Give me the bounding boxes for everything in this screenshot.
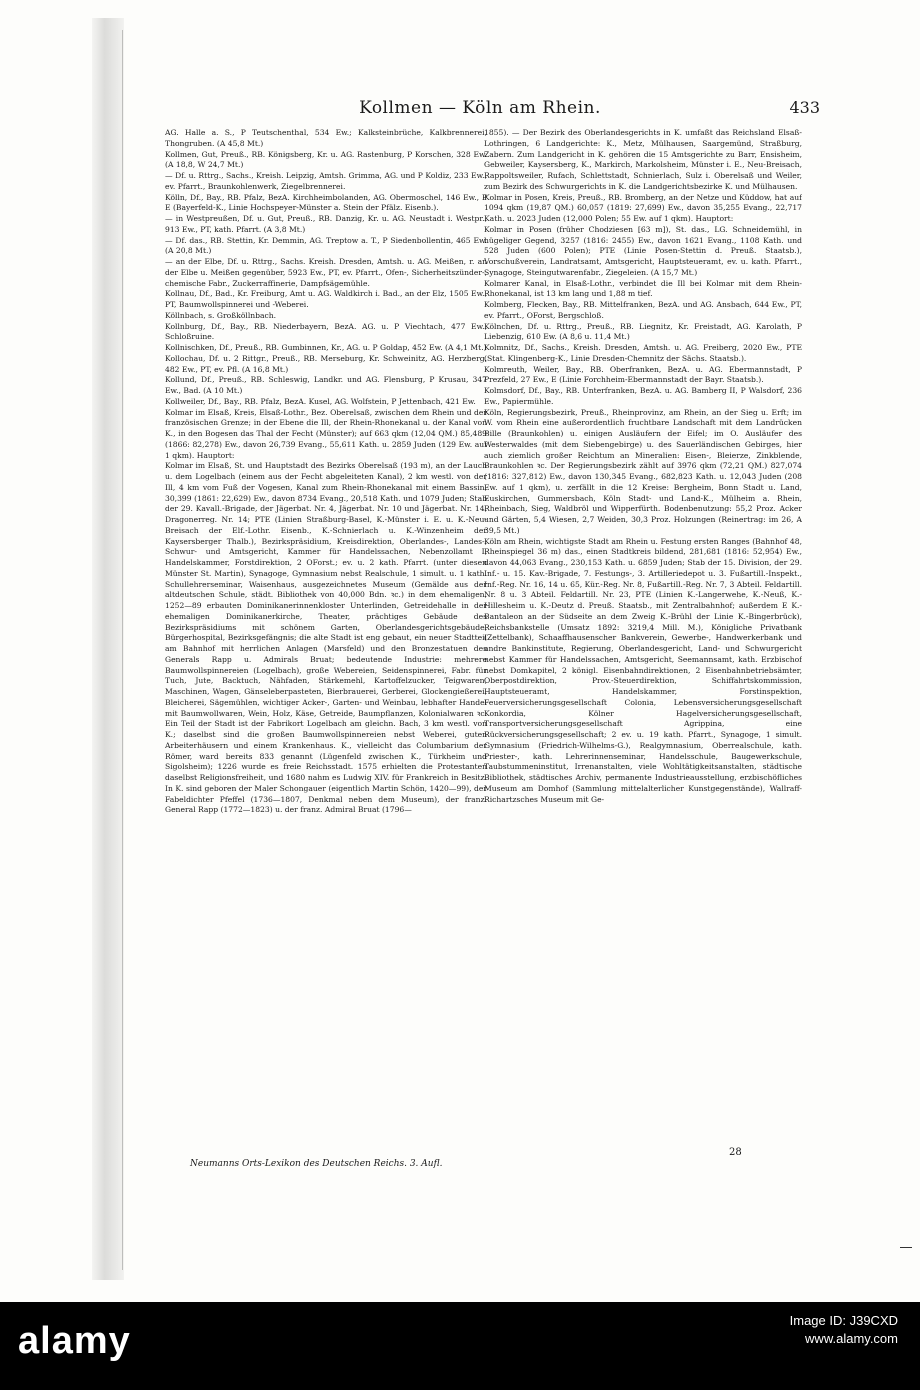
entry: Kolmarer Kanal, in Elsaß-Lothr., verbindet die Ill bei Kolmar mit dem Rhein-Rhonekanal, ist 13 km lang und 1,88 m tief. <box>484 278 802 299</box>
entry: Kolmreuth, Weiler, Bay., RB. Oberfranken, BezA. u. AG. Ebermannstadt, P Prezfeld, 27 Ew., E (Linie Forchheim-Ebermannstadt der Bayr. Staatsb.). <box>484 364 802 385</box>
watermark-bar <box>0 1302 920 1390</box>
entry: Kölln, Df., Bay., RB. Pfalz, BezA. Kirchheimbolanden, AG. Obermoschel, 146 Ew., P E (Bayerfeld-K., Linie Hochspeyer-Münster a. Stein der Pfälz. Eisenb.). <box>165 192 487 213</box>
running-header <box>150 98 820 124</box>
book-spine-shadow <box>92 18 124 1280</box>
watermark-site: www.alamy.com <box>805 1331 898 1346</box>
entry: Köllnbach, s. Großköllnbach. <box>165 310 277 320</box>
header-title: Kollmen — Köln am Rhein. <box>359 98 601 118</box>
entry: Kölnchen, Df. u. Rttrg., Preuß., RB. Liegnitz, Kr. Freistadt, AG. Karolath, P Liebenzig, 610 Ew. (A 8,6 u. 11,4 Mt.) <box>484 321 802 342</box>
entry: — an der Elbe, Df. u. Rttrg., Sachs. Kreish. Dresden, Amtsh. u. AG. Meißen, r. an der Elbe u. Meißen gegenüber, 5923 Ew., PT, ev. Pfarrt., Ofen-, Sicherheitszünder-, chemische Fabr., Zuckerraffinerie, Dampfsägemühle. <box>165 257 487 288</box>
entry: Kolmar in Posen (früher Chodziesen [63 m]), St. das., LG. Schneidemühl, in hügeliger Gegend, 3257 (1816: 2455) Ew., davon 1621 Evang., 1108 Kath. und 528 Juden (600 Polen); PTE (Linie Posen-Stettin d. Preuß. Staatsb.), Vorschußverein, Landratsamt, Amtsgericht, Hauptsteueramt, ev. u. kath. Pfarrt., Synagoge, Steingutwarenfabr., Ziegeleien. (A 15,7 Mt.) <box>484 224 802 277</box>
watermark-image-id: Image ID: J39CXD <box>789 1313 898 1328</box>
watermark-logo: alamy <box>18 1320 131 1362</box>
right-column <box>484 128 802 1146</box>
page-footer: Neumanns Orts-Lexikon des Deutschen Reichs. 3. Aufl. <box>190 1159 443 1169</box>
entry: Kollnburg, Df., Bay., RB. Niederbayern, BezA. AG. u. P Viechtach, 477 Ew., Schloßruine. <box>165 321 487 342</box>
entry: Kolmar im Elsaß, Kreis, Elsaß-Lothr., Bez. Oberelsaß, zwischen dem Rhein und der französischen Grenze; in der Ebene die Ill, der Rhein-Rhonekanal u. der Kanal von K., in den Bogesen das Thal der Fecht (Münster); auf 663 qkm (12,04 QM.) 85,489 (1866: 82,278) Ew., davon 26,739 Evang., 55,611 Kath. u. 2859 Juden (129 Ew. auf 1 qkm). Hauptort: <box>165 407 487 460</box>
entry: — Df. u. Rttrg., Sachs., Kreish. Leipzig, Amtsh. Grimma, AG. und P Koldiz, 233 Ew., ev. Pfarrt., Braunkohlenwerk, Ziegelbrennerei. <box>165 171 487 191</box>
entry: Köln, Regierungsbezirk, Preuß., Rheinprovinz, am Rhein, an der Sieg u. Erft; im W. vom Rhein eine außerordentlich fruchtbare Landschaft mit dem Landrücken Bille (Braunkohlen) u. einigen Ausläufern der Eifel; im O. Ausläufer des Westerwaldes (mit dem Siebengebirge) u. des Sauerländischen Gebirges, hier auch ziemlich großer Reichtum an Mineralien: Eisen-, Bleierze, Zinkblende, Braunkohlen ꝛc. Der Regierungsbezirk zählt auf 3976 qkm (72,21 QM.) 827,074 (1816: 327,812) Ew., davon 130,345 Evang., 682,823 Kath. u. 12,043 Juden (208 Ew. auf 1 qkm), u. zerfällt in die 12 Kreise: Bergheim, Bonn Stadt u. Land, Euskirchen, Gummersbach, Köln Stadt- und Land-K., Mülheim a. Rhein, Rheinbach, Sieg, Waldbröl und Wipperfürth. Bodenbenutzung: 55,2 Proz. Acker und Gärten, 5,4 Wiesen, 2,7 Weiden, 30,3 Proz. Holzungen (Reinertrag: im 26, A 39,5 Mt.) <box>484 407 802 535</box>
entry: Kolmar im Elsaß, St. und Hauptstadt des Bezirks Oberelsaß (193 m), an der Lauch u. dem Logelbach (einem aus der Fecht abgeleiteten Kanal), 2 km westl. von der Ill, 4 km vom Fuß der Vogesen, Kanal zum Rhein-Rhonekanal mit einem Bassin, 30,399 (1861: 22,629) Ew., davon 8734 Evang., 20,518 Kath. und 1079 Juden; Stab der 29. Kavall.-Brigade, der Jägerbat. Nr. 4, Jägerbat. Nr. 10 und Jägerbat. Nr. 14, Dragonerreg. Nr. 14; PTE (Linien Straßburg-Basel, K.-Münster i. E. u. K.-Neu-Breisach der Elf.-Lothr. Eisenb., K.-Schnierlach u. K.-Winzenheim der Kaysersberger Thalb.), Bezirkspräsidium, Kreisdirektion, Oberlandes-, Landes-, Schwur- und Amtsgericht, Kammer für Handelssachen, Nebenzollamt I, Handelskammer, Forstdirektion, 2 OForst.; ev. u. 2 kath. Pfarrt. (unter diesen Münster St. Martin), Synagoge, Gymnasium nebst Realschule, 1 simult. u. 1 kath. Schullehrerseminar, Waisenhaus, ausgezeichnetes Museum (Gemälde aus der altdeutschen Schule, städt. Bibliothek von 40,000 Bdn. ꝛc.) in dem ehemaligen, 1252—89 erbauten Dominikanerinnenkloster Unterlinden, Getreidehalle in der ehemaligen Dominikanerkirche, Theater, prächtiges Gebäude des Bezirkspräsidiums mit schönem Garten, Oberlandesgerichtsgebäude, Bürgerhospital, Bezirksgefängnis; die alte Stadt ist eng gebaut, ein neuer Stadtteil am Bahnhof mit herrlichen Anlagen (Marsfeld) und den Bronzestatuen des Generals Rapp u. Admirals Bruat; bedeutende Industrie: mehrere Baumwollspinnereien (Logelbach), große Webereien, Seidenspinnerei, Fabr. für Tuch, Jute, Backtuch, Nähfaden, Stärkemehl, Kartoffelzucker, Teigwaren, Maschinen, Wagen, Gänseleberpasteten, Bierbrauerei, Gerberei, Glockengießerei, Bleicherei, Sägemühlen, wichtiger Acker-, Garten- und Weinbau, lebhafter Handel mit Baumwollwaren, Wein, Holz, Käse, Getreide, Baumpflanzen, Kolonialwaren ꝛc. Ein Teil der Stadt ist der Fabrikort Logelbach am gleichn. Bach, 3 km westl. von K.; daselbst sind die großen Baumwollspinnereien nebst Weberei, guten Arbeiterhäusern und einem Krankenhaus. K., vielleicht das Columbarium der Römer, ward bereits 833 genannt (Lügenfeld zwischen K., Türkheim und Sigolsheim); 1226 wurde es freie Reichsstadt. 1575 erhielten die Protestanten daselbst Religionsfreiheit, und 1680 nahm es Ludwig XIV. für Frankreich in Besitz. In K. sind geboren der Maler Schongauer (eigentlich Martin Schön, 1420—99), der Fabeldichter Pfeffel (1736—1807, Denkmal neben dem Museum), der franz. General Rapp (1772—1823) u. der franz. Admiral Bruat (1796— <box>165 461 487 815</box>
entry: AG. Halle a. S., P Teutschenthal, 534 Ew.; Kalksteinbrüche, Kalkbrennerei, Thongruben. (A 45,8 Mt.) <box>165 128 487 148</box>
entry: Kollmen, Gut, Preuß., RB. Königsberg, Kr. u. AG. Rastenburg, P Korschen, 328 Ew. (A 18,8, W 24,7 Mt.) <box>165 149 487 170</box>
entry: Kolmberg, Flecken, Bay., RB. Mittelfranken, BezA. und AG. Ansbach, 644 Ew., PT, ev. Pfarrt., OForst, Bergschloß. <box>484 300 802 320</box>
entry: Kollund, Df., Preuß., RB. Schleswig, Landkr. und AG. Flensburg, P Krusau, 347 Ew., Bad. (A 10 Mt.) <box>165 375 487 395</box>
entry: Kolmar in Posen, Kreis, Preuß., RB. Bromberg, an der Netze und Küddow, hat auf 1094 qkm (19,87 QM.) 60,057 (1819: 27,699) Ew., davon 35,255 Evang., 22,717 Kath. u. 2023 Juden (12,000 Polen; 55 Ew. auf 1 qkm). Hauptort: <box>484 192 802 223</box>
entry: Kollweiler, Df., Bay., RB. Pfalz, BezA. Kusel, AG. Wolfstein, P Jettenbach, 421 Ew. <box>165 396 476 406</box>
entry: Kollochau, Df. u. 2 Rittgr., Preuß., RB. Merseburg, Kr. Schweinitz, AG. Herzberg, 482 Ew., PT, ev. Pfl. (A 16,8 Mt.) <box>165 353 487 374</box>
gutter-line <box>122 30 123 1270</box>
page-number: 433 <box>789 98 820 117</box>
entry: — Df. das., RB. Stettin, Kr. Demmin, AG. Treptow a. T., P Siedenbollentin, 465 Ew. (A 20,8 Mt.) <box>165 235 487 256</box>
entry: Kolmsdorf, Df., Bay., RB. Unterfranken, BezA. u. AG. Bamberg II, P Walsdorf, 236 Ew., Papiermühle. <box>484 386 802 406</box>
margin-tick <box>900 1247 912 1248</box>
entry: — in Westpreußen, Df. u. Gut, Preuß., RB. Danzig, Kr. u. AG. Neustadt i. Westpr., 913 Ew., PT, kath. Pfarrt. (A 3,8 Mt.) <box>165 214 487 234</box>
entry: 1855). — Der Bezirk des Oberlandesgerichts in K. umfaßt das Reichsland Elsaß-Lothringen, 6 Landgerichte: K., Metz, Mülhausen, Saargemünd, Straßburg, Zabern. Zum Landgericht in K. gehören die 15 Amtsgerichte zu Barr, Ensisheim, Gebweiler, Kaysersberg, K., Markirch, Markolsheim, Münster i. E., Neu-Breisach, Rappoltsweiler, Rufach, Schlettstadt, Schnierlach, Sulz i. Oberelsaß und Weiler, zum Bezirk des Schwurgerichts in K. die Landgerichtsbezirke K. und Mülhausen. <box>484 128 802 191</box>
signature-mark: 28 <box>729 1147 742 1158</box>
entry: Kollnischken, Df., Preuß., RB. Gumbinnen, Kr., AG. u. P Goldap, 452 Ew. (A 4,1 Mt.) <box>165 343 487 352</box>
watermark-info <box>790 1312 898 1348</box>
entry: Köln am Rhein, wichtigste Stadt am Rhein u. Festung ersten Ranges (Bahnhof 48, Rheinspiegel 36 m) das., einen Stadtkreis bildend, 281,681 (1816: 52,954) Ew., davon 44,063 Evang., 230,153 Kath. u. 6859 Juden; Stab der 15. Division, der 29. Inf.- u. 15. Kav.-Brigade, 7. Festungs-, 3. Artilleriedepot u. 3. Fußartill.-Inspekt., Inf.-Reg. Nr. 16, 14 u. 65, Kür.-Reg. Nr. 8, Fußartill.-Reg. Nr. 7, 3 Abteil. Feldartill. Nr. 8 u. 3 Abteil. Feldartill. Nr. 23, PTE (Linien K.-Langerwehe, K.-Neuß, K.-Hillesheim u. K.-Deutz d. Preuß. Staatsb., mit Zentralbahnhof; außerdem E K.-Bantaleon an der Südseite an dem Zweig K.-Brühl der Linie K.-Bingerbrück), Reichsbankstelle (Umsatz 1892: 3219,4 Mill. M.), Königliche Privatbank (Zettelbank), Schaaffhausenscher Bankverein, Gewerbe-, Handwerkerbank und andre Bankinstitute, Regierung, Oberlandesgericht, Land- und Schwurgericht nebst Kammer für Handelssachen, Amtsgericht, Seemannsamt, kath. Erzbischof nebst Domkapitel, 2 königl. Eisenbahndirektionen, 2 Eisenbahnbetriebsämter, Oberpostdirektion, Prov.-Steuerdirektion, Schiffahrtskommission, Hauptsteueramt, Handelskammer, Forstinspektion, Feuerversicherungsgesellschaft Colonia, Lebensversicherungsgesellschaft Konkordia, Kölner Hagelversicherungsgesellschaft, Transportversicherungsgesellschaft Agrippina, eine Rückversicherungsgesellschaft; 2 ev. u. 19 kath. Pfarrt., Synagoge, 1 simult. Gymnasium (Friedrich-Wilhelms-G.), Realgymnasium, Oberrealschule, kath. Priester-, kath. Lehrerinnenseminar, Handelsschule, Baugewerkschule, Taubstummeninstitut, Irrenanstalten, viele Wohltätigkeitsanstalten, städtische Bibliothek, städtisches Archiv, permanente Industrieausstellung, erzbischöfliches Museum am Domhof (Sammlung mittelalterlicher Kunstgegenstände), Wallraff-Richartzsches Museum mit Ge- <box>484 536 802 804</box>
entry: Kollnau, Df., Bad., Kr. Freiburg, Amt u. AG. Waldkirch i. Bad., an der Elz, 1505 Ew., PT, Baumwollspinnerei und -Weberei. <box>165 289 487 309</box>
entry: Kolmnitz, Df., Sachs., Kreish. Dresden, Amtsh. u. AG. Freiberg, 2020 Ew., PTE (Stat. Klingenberg-K., Linie Dresden-Chemnitz der Sächs. Staatsb.). <box>484 343 802 363</box>
left-column <box>165 128 487 1158</box>
